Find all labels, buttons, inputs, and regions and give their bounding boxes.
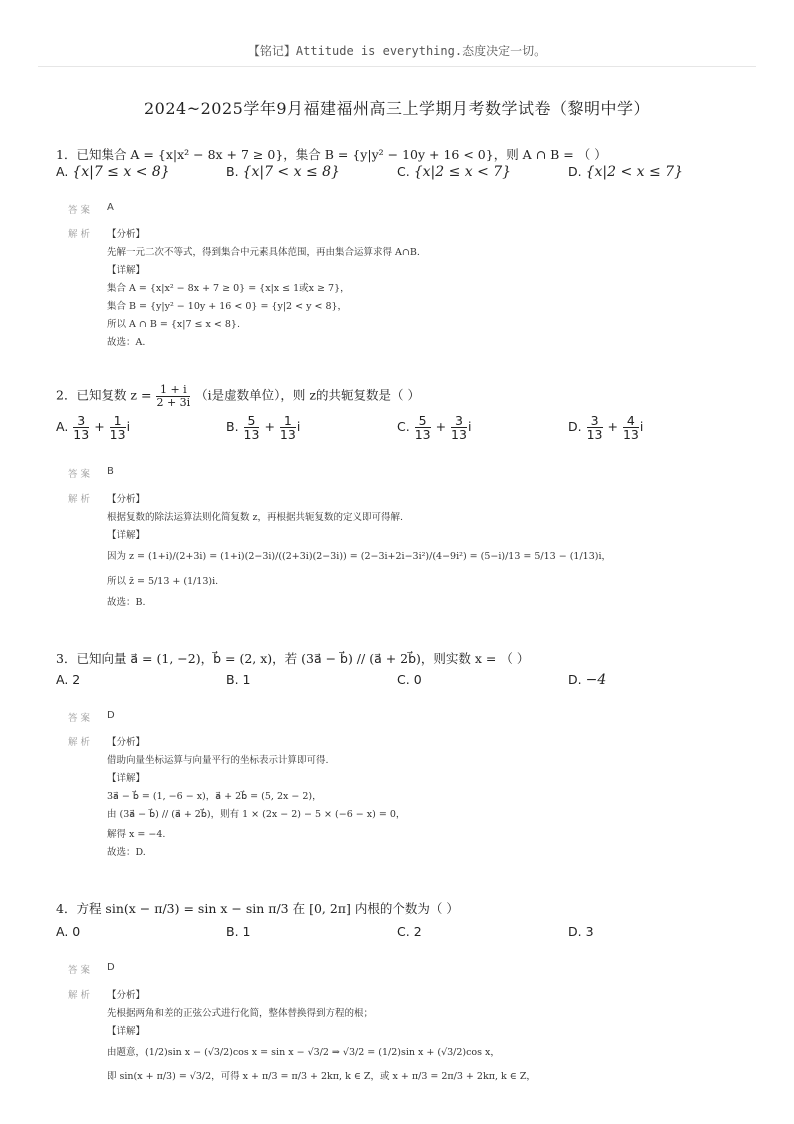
analysis-line: 由题意，(1/2)sin x − (√3/2)cos x = sin x − √3/2 ⇒ √3/2 = (1/2)sin x + (√3/2)cos x， xyxy=(107,1047,500,1058)
answer-value: A xyxy=(107,202,114,213)
analysis-line: 先根据两角和差的正弦公式进行化简，整体替换得到方程的根； xyxy=(107,1008,374,1019)
analysis-line: 【分析】 xyxy=(107,737,146,748)
option-c: C. $\frac{5}{13}$ + $\frac{3}{13}$ i xyxy=(397,413,472,443)
answer-label: 答案 xyxy=(68,965,94,976)
analysis-line: 即 sin(x + π/3) = √3/2，可得 x + π/3 = π/3 + 2kπ, k ∈ Z，或 x + π/3 = 2π/3 + 2kπ, k ∈ Z， xyxy=(107,1071,536,1082)
analysis-line: 借助向量坐标运算与向量平行的坐标表示计算即可得. xyxy=(107,755,329,766)
answer-label: 答案 xyxy=(68,469,94,480)
option-b: B. 1 xyxy=(226,924,251,939)
option-d: D. $\frac{3}{13}$ + $\frac{4}{13}$ i xyxy=(568,413,644,443)
answer-value: D xyxy=(107,710,115,721)
analysis-line: 由 (3a⃗ − b⃗) // (a⃗ + 2b⃗)，则有 1 × (2x − 2) − 5 × (−6 − x) = 0， xyxy=(107,809,406,820)
option-a: A. $\frac{3}{13}$ + $\frac{1}{13}$ i xyxy=(56,413,131,443)
option-a: A. {x|7 ≤ x < 8} xyxy=(56,164,170,180)
analysis-label: 解析 xyxy=(68,737,94,748)
option-b: B. {x|7 < x ≤ 8} xyxy=(226,164,340,180)
analysis-line: 故选：D. xyxy=(107,847,146,858)
analysis-line: 【分析】 xyxy=(107,229,146,240)
analysis-line: 【详解】 xyxy=(107,1026,146,1037)
question-stem: 4．方程 sin(x − π/3) = sin x − sin π/3 在 [0, 2π] 内根的个数为（ ） xyxy=(56,901,459,916)
option-b: B. $\frac{5}{13}$ + $\frac{1}{13}$ i xyxy=(226,413,301,443)
analysis-line: 故选：A. xyxy=(107,337,146,348)
answer-label: 答案 xyxy=(68,205,94,216)
analysis-line: 故选：B. xyxy=(107,597,146,608)
option-a: A. 2 xyxy=(56,672,81,687)
page-title: 2024~2025学年9月福建福州高三上学期月考数学试卷（黎明中学） xyxy=(143,99,651,118)
analysis-line: 因为 z = (1+i)/(2+3i) = (1+i)(2−3i)/((2+3i)(2−3i)) = (2−3i+2i−3i²)/(4−9i²) = (5−i)/13 = 5/13 − (1/13)i， xyxy=(107,551,612,562)
analysis-label: 解析 xyxy=(68,990,94,1001)
analysis-line: 【详解】 xyxy=(107,773,146,784)
option-b: B. 1 xyxy=(226,672,251,687)
analysis-line: 所以 A ∩ B = {x|7 ≤ x < 8}. xyxy=(107,319,240,330)
option-d: D. 3 xyxy=(568,924,594,939)
analysis-line: 3a⃗ − b⃗ = (1, −6 − x)，a⃗ + 2b⃗ = (5, 2x − 2)， xyxy=(107,791,322,802)
option-c: C. {x|2 ≤ x < 7} xyxy=(397,164,512,180)
analysis-line: 集合 A = {x|x² − 8x + 7 ≥ 0} = {x|x ≤ 1或x ≥ 7}， xyxy=(107,283,350,294)
analysis-line: 【分析】 xyxy=(107,990,146,1001)
analysis-line: 【详解】 xyxy=(107,530,146,541)
analysis-line: 根据复数的除法运算法则化简复数 z，再根据共轭复数的定义即可得解. xyxy=(107,512,404,523)
question-stem: 3．已知向量 a⃗ = (1, −2)，b⃗ = (2, x)，若 (3a⃗ − b⃗) // (a⃗ + 2b⃗)，则实数 x = （ ） xyxy=(56,651,530,666)
answer-value: B xyxy=(107,466,114,477)
answer-label: 答案 xyxy=(68,713,94,724)
motto: 【铭记】Attitude is everything.态度决定一切。 xyxy=(247,44,547,58)
analysis-label: 解析 xyxy=(68,494,94,505)
analysis-line: 所以 z̄ = 5/13 + (1/13)i. xyxy=(107,576,219,587)
option-c: C. 2 xyxy=(397,924,422,939)
question-stem: 2．已知复数 z = $\frac{1 + i}{2 + 3i}$ （i是虚数单位），则 z的共轭复数是（ ） xyxy=(56,383,420,409)
analysis-line: 解得 x = −4. xyxy=(107,829,166,840)
analysis-line: 先解一元二次不等式，得到集合中元素具体范围，再由集合运算求得 A∩B. xyxy=(107,247,420,258)
analysis-line: 集合 B = {y|y² − 10y + 16 < 0} = {y|2 < y < 8}， xyxy=(107,301,348,312)
option-a: A. 0 xyxy=(56,924,81,939)
analysis-line: 【详解】 xyxy=(107,265,146,276)
analysis-label: 解析 xyxy=(68,229,94,240)
header-divider xyxy=(38,66,756,67)
option-d: D. {x|2 < x ≤ 7} xyxy=(568,164,683,180)
answer-value: D xyxy=(107,962,115,973)
option-d: D. −4 xyxy=(568,672,607,688)
analysis-line: 【分析】 xyxy=(107,494,146,505)
option-c: C. 0 xyxy=(397,672,422,687)
question-stem: 1．已知集合 A = {x|x² − 8x + 7 ≥ 0}，集合 B = {y|y² − 10y + 16 < 0}，则 A ∩ B = （ ） xyxy=(56,147,607,162)
